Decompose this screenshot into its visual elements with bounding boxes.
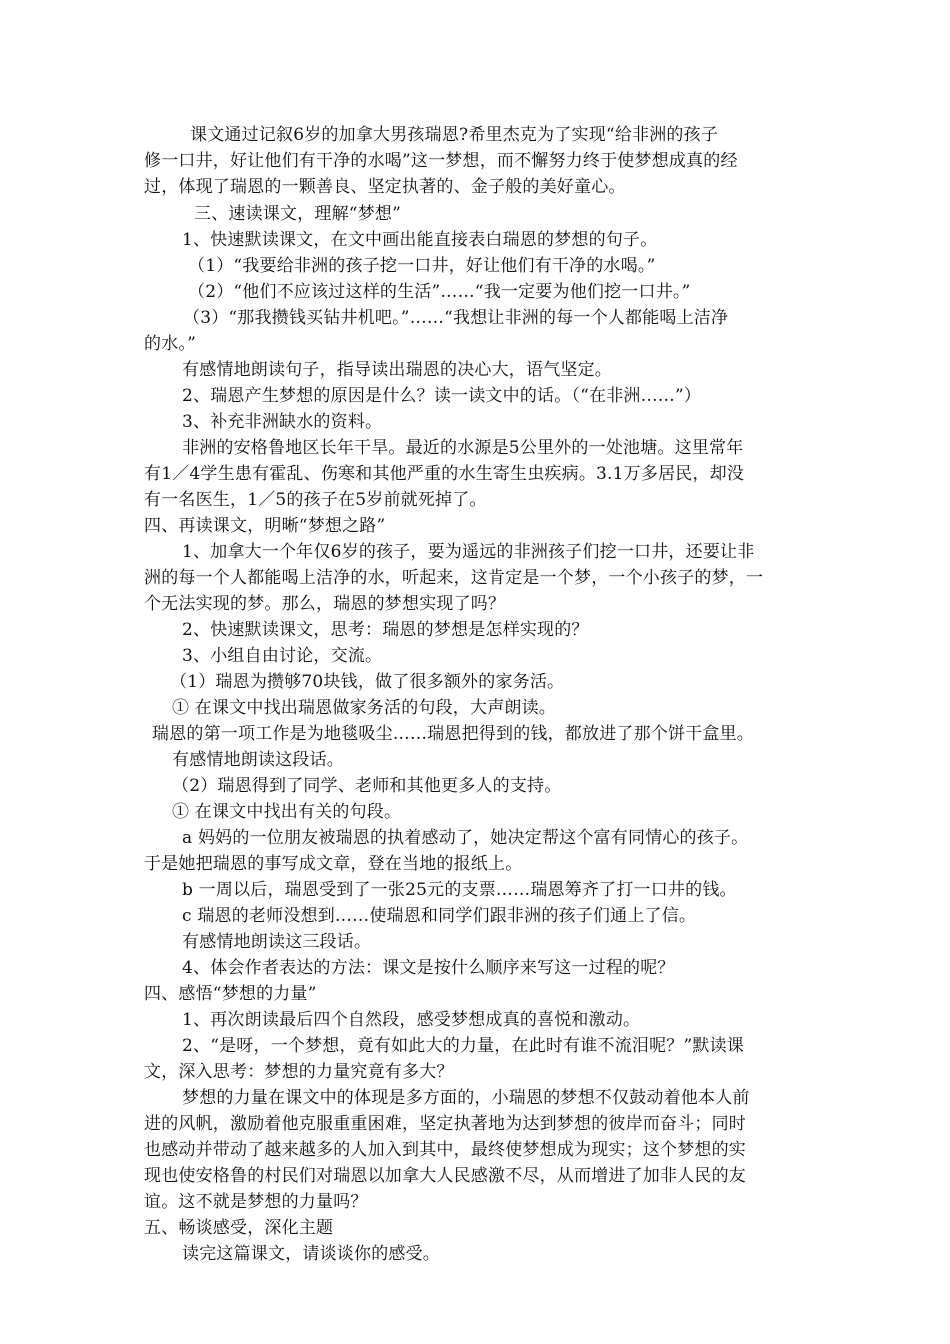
text-line: 有一名医生，1／5的孩子在5岁前就死掉了。 [144,490,487,510]
text-line: 有感情地朗读这三段话。 [182,932,372,952]
text-line: 有1／4学生患有霍乱、伤寒和其他严重的水生寄生虫疾病。3.1万多居民，却没 [144,464,745,484]
text-line: 修一口井，好让他们有干净的水喝”这一梦想，而不懈努力终于使梦想成真的经 [144,151,738,171]
text-line: ① 在课文中找出有关的句段。 [172,802,402,822]
text-line: （3）“那我攒钱买钻井机吧。”……“我想让非洲的每一个人都能喝上洁净 [183,308,729,328]
text-line: 文，深入思考：梦想的力量究竟有多大？ [144,1062,454,1082]
text-line: 过，体现了瑞恩的一颗善良、坚定执著的、金子般的美好童心。 [144,177,626,197]
text-line: 3、补充非洲缺水的资料。 [182,412,383,432]
text-line: 谊。这不就是梦想的力量吗？ [144,1192,368,1212]
text-line: 2、快速默读课文，思考：瑞恩的梦想是怎样实现的？ [182,620,589,640]
text-line: 读完这篇课文，请谈谈你的感受。 [182,1244,440,1264]
text-line: 也感动并带动了越来越多的人加入到其中，最终使梦想成为现实；这个梦想的实 [144,1140,746,1160]
text-line: 瑞恩的第一项工作是为地毯吸尘……瑞恩把得到的钱，都放进了那个饼干盒里。 [152,724,754,744]
section-heading: 四、再读课文，明晰“梦想之路” [144,516,386,536]
text-line: （1）瑞恩为攒够70块钱，做了很多额外的家务活。 [170,672,565,692]
section-heading: 三、速读课文，理解“梦想” [194,204,401,224]
text-line: 3、小组自由讨论，交流。 [182,646,383,666]
text-line: 2、“是呀，一个梦想，竟有如此大的力量，在此时有谁不流泪呢？”默读课 [182,1036,744,1056]
text-line: 课文通过记叙6岁的加拿大男孩瑞恩?希里杰克为了实现“给非洲的孩子 [190,125,719,145]
section-heading: 四、感悟“梦想的力量” [144,984,317,1004]
text-line: 2、瑞恩产生梦想的原因是什么？读一读文中的话。（“在非洲……”） [182,386,702,406]
text-line: 现也使安格鲁的村民们对瑞恩以加拿大人民感激不尽，从而增进了加非人民的友 [144,1166,746,1186]
text-line: （2）“他们不应该过这样的生活”……“我一定要为他们挖一口井。” [188,282,691,302]
text-line: 进的风帆，激励着他克服重重困难，坚定执著地为达到梦想的彼岸而奋斗；同时 [144,1114,746,1134]
text-line: 1、加拿大一个年仅6岁的孩子，要为遥远的非洲孩子们挖一口井，还要让非 [182,542,755,562]
text-line: 个无法实现的梦。那么，瑞恩的梦想实现了吗？ [144,594,506,614]
text-line: 有感情地朗读这段话。 [172,750,344,770]
text-line: 梦想的力量在课文中的体现是多方面的，小瑞恩的梦想不仅鼓动着他本人前 [182,1088,750,1108]
text-line: 1、快速默读课文，在文中画出能直接表白瑞恩的梦想的句子。 [182,230,658,250]
text-line: 4、体会作者表达的方法：课文是按什么顺序来写这一过程的呢？ [182,958,675,978]
text-line: a 妈妈的一位朋友被瑞恩的执着感动了，她决定帮这个富有同情心的孩子。 [182,828,749,848]
text-line: b 一周以后，瑞恩受到了一张25元的支票……瑞恩筹齐了打一口井的钱。 [182,880,737,900]
text-line: 1、再次朗读最后四个自然段，感受梦想成真的喜悦和激动。 [182,1010,641,1030]
text-line: 有感情地朗读句子，指导读出瑞恩的决心大，语气坚定。 [182,360,612,380]
text-line: （1）“我要给非洲的孩子挖一口井，好让他们有干净的水喝。” [188,256,656,276]
text-line: 于是她把瑞恩的事写成文章，登在当地的报纸上。 [144,854,523,874]
text-line: c 瑞恩的老师没想到……使瑞恩和同学们跟非洲的孩子们通上了信。 [182,906,697,926]
section-heading: 五、畅谈感受，深化主题 [144,1218,334,1238]
text-line: 洲的每一个人都能喝上洁净的水，听起来，这肯定是一个梦，一个小孩子的梦，一 [144,568,764,588]
text-line: ① 在课文中找出瑞恩做家务活的句段，大声朗读。 [172,698,557,718]
text-line: 非洲的安格鲁地区长年干旱。最近的水源是5公里外的一处池塘。这里常年 [182,438,744,458]
text-line: （2）瑞恩得到了同学、老师和其他更多人的支持。 [172,776,562,796]
text-line: 的水。” [144,334,196,354]
